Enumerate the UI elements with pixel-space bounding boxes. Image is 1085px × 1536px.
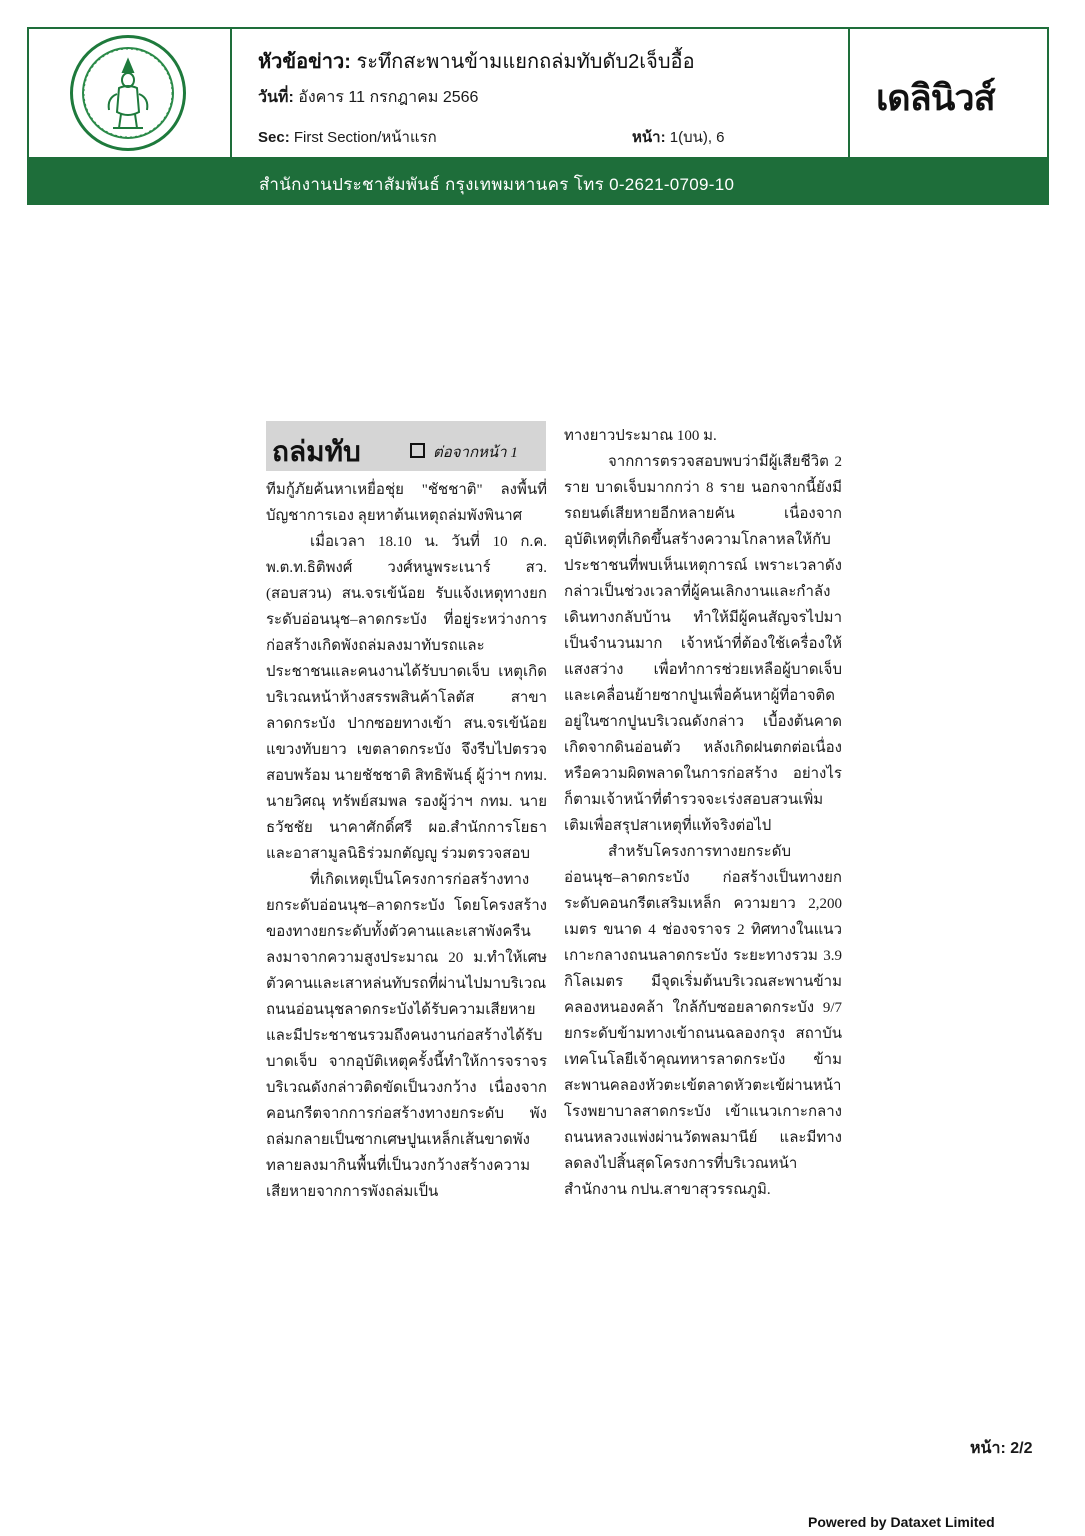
paragraph: ทีมกู้ภัยค้นหาเหยื่อชุ่ย "ชัชชาติ" ลงพื้นที่บัญชาการเอง ลุยหาต้นเหตุถล่มพังพินาศ [266,482,547,524]
page-line [632,125,725,149]
powered-by: Powered by Dataxet Limited [808,1514,995,1530]
contact-bar [27,159,1049,205]
date-text: อังคาร 11 กรกฎาคม 2566 [298,89,479,106]
logo-cell [29,29,232,157]
continued-note [410,440,518,464]
date-label: วันที่: [258,89,294,106]
page-counter: หน้า: 2/2 [970,1440,1033,1457]
section-line [258,125,437,149]
date-line [258,85,478,110]
newspaper-brand: เดลินิวส์ [876,77,995,118]
paragraph: เมื่อเวลา 18.10 น. วันที่ 10 ก.ค. พ.ต.ท.ธิติพงศ์ วงศ์หนูพระเนาร์ สว.(สอบสวน) สน.จรเข้น้อย รับแจ้งเหตุทางยกระดับอ่อนนุช–ลาดกระบัง ที่อยู่ระหว่างการก่อสร้างเกิดพังถล่มลงมาทับรถและประชาชนและคนงานได้รับบาดเจ็บ เหตุเกิดบริเวณหน้าห้างสรรพสินค้าโลตัส สาขาลาดกระบัง ปากซอยทางเข้า สน.จรเข้น้อย แขวงทับยาว เขตลาดกระบัง จึงรีบไปตรวจสอบพร้อม นายชัชชาติ สิทธิพันธุ์ ผู้ว่าฯ กทม. นายวิศณุ ทรัพย์สมพล รองผู้ว่าฯ กทม. นายธวัชชัย นาคาศักดิ์ศรี ผอ.สำนักการโยธา และอาสามูลนิธิร่วมกตัญญู ร่วมตรวจสอบ [266,534,547,862]
headline [258,45,695,77]
checkbox-square-icon [410,443,425,458]
paragraph: สำหรับโครงการทางยกระดับอ่อนนุช–ลาดกระบัง ก่อสร้างเป็นทางยกระดับคอนกรีตเสริมเหล็ก ความยาว 2,200 เมตร ขนาด 4 ช่องจราจร 2 ทิศทางในแนวเกาะกลางถนนลาดกระบัง ระยะทางรวม 3.9 กิโลเมตร มีจุดเริ่มต้นบริเวณสะพานข้ามคลองหนองคล้า ใกล้กับซอยลาดกระบัง 9/7 ยกระดับข้ามทางเข้าถนนฉลองกรุง สถาบันเทคโนโลยีเจ้าคุณทหารลาดกระบัง ข้ามสะพานคลองหัวตะเข้ตลาดหัวตะเข้ผ่านหน้าโรงพยาบาลสาดกระบัง เข้าแนวเกาะกลางถนนหลวงแพ่งผ่านวัดพลมานีย์ และมีทางลดลงไปสิ้นสุดโครงการที่บริเวณหน้าสำนักงาน กปน.สาขาสุวรรณภูมิ. [564,844,842,1198]
article-column-right [564,423,842,1203]
article-title: ถล่มทับ [272,437,361,468]
contact-text: สำนักงานประชาสัมพันธ์ กรุงเทพมหานคร โทร 0-2621-0709-10 [259,175,735,194]
headline-text: ระทึกสะพานข้ามแยกถล่มทับดับ2เจ็บอื้อ [356,51,695,73]
section-label: Sec: [258,129,290,146]
paragraph: ที่เกิดเหตุเป็นโครงการก่อสร้างทางยกระดับอ่อนนุช–ลาดกระบัง โดยโครงสร้างของทางยกระดับทั้งตัวคานและเสาพังครืนลงมาจากความสูงประมาณ 20 ม.ทำให้เศษตัวคานและเสาหล่นทับรถที่ผ่านไปมาบริเวณถนนอ่อนนุชลาดกระบังได้รับความเสียหายและมีประชาชนรวมถึงคนงานก่อสร้างได้รับบาดเจ็บ จากอุบัติเหตุครั้งนี้ทำให้การจราจรบริเวณดังกล่าวติดขัดเป็นวงกว้าง เนื่องจากคอนกรีตจากการก่อสร้างทางยกระดับ พังถล่มกลายเป็นซากเศษปูนเหล็กเส้นขาดพังทลายลงมากินพื้นที่เป็นวงกว้างสร้างความเสียหายจากการพังถล่มเป็น [266,872,547,1200]
brand-cell [850,29,1047,157]
bangkok-seal-icon [70,35,186,151]
continued-text: ต่อจากหน้า 1 [433,445,518,461]
headline-label: หัวข้อข่าว: [258,51,351,73]
section-text: First Section/หน้าแรก [293,129,437,146]
article-column-left [266,477,547,1205]
clipping-header [27,27,1049,159]
page-text: 1(บน), 6 [669,129,725,146]
page-label: หน้า: [632,129,666,146]
info-cell [232,29,850,157]
paragraph: จากการตรวจสอบพบว่ามีผู้เสียชีวิต 2 ราย บาดเจ็บมากกว่า 8 ราย นอกจากนี้ยังมีรถยนต์เสียหายอีกหลายคัน เนื่องจากอุบัติเหตุที่เกิดขึ้นสร้างความโกลาหลให้กับประชาชนที่พบเห็นเหตุการณ์ เพราะเวลาดังกล่าวเป็นช่วงเวลาที่ผู้คนเลิกงานและกำลังเดินทางกลับบ้าน ทำให้มีผู้คนสัญจรไปมาเป็นจำนวนมาก เจ้าหน้าที่ต้องใช้เครื่องให้แสงสว่าง เพื่อทำการช่วยเหลือผู้บาดเจ็บและเคลื่อนย้ายซากปูนเพื่อค้นหาผู้ที่อาจติดอยู่ในซากปูนบริเวณดังกล่าว เบื้องต้นคาดเกิดจากดินอ่อนตัว หลังเกิดฝนตกต่อเนื่อง หรือความผิดพลาดในการก่อสร้าง อย่างไรก็ตามเจ้าหน้าที่ตำรวจจะเร่งสอบสวนเพิ่มเติมเพื่อสรุปสาเหตุที่แท้จริงต่อไป [564,454,842,834]
paragraph: ทางยาวประมาณ 100 ม. [564,428,717,444]
